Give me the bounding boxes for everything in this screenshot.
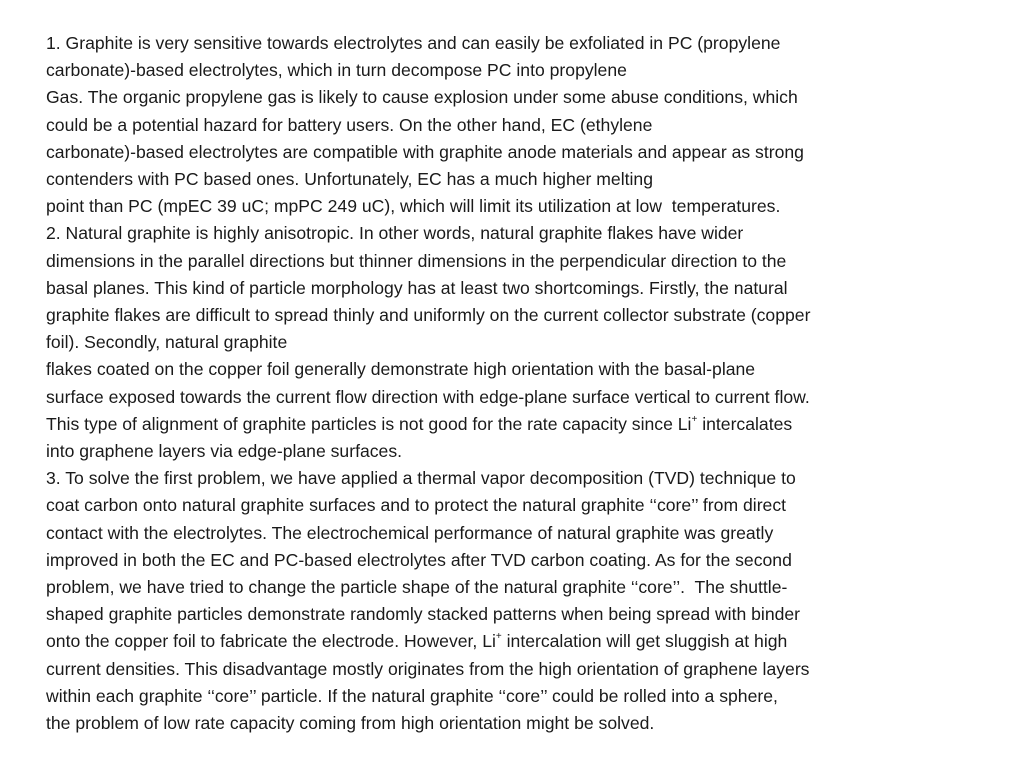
text-line: Gas. The organic propylene gas is likely to cause explosion under some abuse conditions, which [46, 87, 798, 108]
text-line: contact with the electrolytes. The electrochemical performance of natural graphite was greatly [46, 522, 774, 543]
text-line: 3. To solve the first problem, we have applied a thermal vapor decomposition (TVD) technique to [46, 468, 796, 489]
text-line-with-superscript [46, 411, 986, 438]
text-line: dimensions in the parallel directions but thinner dimensions in the perpendicular direction to the [46, 250, 787, 271]
text-line: current densities. This disadvantage mostly originates from the high orientation of graphene layers [46, 658, 810, 679]
text-segment: intercalation will get sluggish at high [501, 631, 788, 652]
text-line: problem, we have tried to change the particle shape of the natural graphite ‘‘core’’. The shuttle- [46, 577, 788, 598]
text-line: graphite flakes are difficult to spread thinly and uniformly on the current collector substrate (copper [46, 305, 811, 326]
document-body [46, 30, 986, 737]
text-line: foil). Secondly, natural graphite [46, 332, 288, 353]
text-segment: intercalates [697, 413, 793, 434]
text-segment: onto the copper foil to fabricate the electrode. However, Li [46, 631, 496, 652]
text-line: into graphene layers via edge-plane surfaces. [46, 441, 403, 462]
text-line: surface exposed towards the current flow direction with edge-plane surface vertical to current flow. [46, 386, 810, 407]
text-line: within each graphite ‘‘core’’ particle. If the natural graphite ‘‘core’’ could be rolled into a sphere, [46, 685, 778, 706]
text-line: shaped graphite particles demonstrate randomly stacked patterns when being spread with binder [46, 604, 801, 625]
superscript: + [691, 413, 698, 425]
text-line: carbonate)-based electrolytes are compatible with graphite anode materials and appear as strong [46, 141, 804, 162]
text-line-with-superscript [46, 628, 986, 655]
text-segment: This type of alignment of graphite particles is not good for the rate capacity since Li [46, 413, 692, 434]
text-line: 2. Natural graphite is highly anisotropic. In other words, natural graphite flakes have wider [46, 223, 744, 244]
text-line: the problem of low rate capacity coming from high orientation might be solved. [46, 713, 655, 734]
text-line: basal planes. This kind of particle morphology has at least two shortcomings. Firstly, the natural [46, 277, 788, 298]
text-line: coat carbon onto natural graphite surfaces and to protect the natural graphite ‘‘core’’ from direct [46, 495, 787, 516]
text-line: improved in both the EC and PC-based electrolytes after TVD carbon coating. As for the second [46, 549, 792, 570]
text-line: 1. Graphite is very sensitive towards electrolytes and can easily be exfoliated in PC (propylene [46, 33, 781, 53]
text-line: carbonate)-based electrolytes, which in turn decompose PC into propylene [46, 60, 627, 81]
text-line: flakes coated on the copper foil generally demonstrate high orientation with the basal-plane [46, 359, 756, 380]
superscript: + [495, 631, 502, 643]
text-line: contenders with PC based ones. Unfortunately, EC has a much higher melting [46, 169, 653, 190]
text-line: could be a potential hazard for battery users. On the other hand, EC (ethylene [46, 114, 653, 135]
text-line: point than PC (mpEC 39 uC; mpPC 249 uC), which will limit its utilization at low temperatures. [46, 196, 781, 217]
